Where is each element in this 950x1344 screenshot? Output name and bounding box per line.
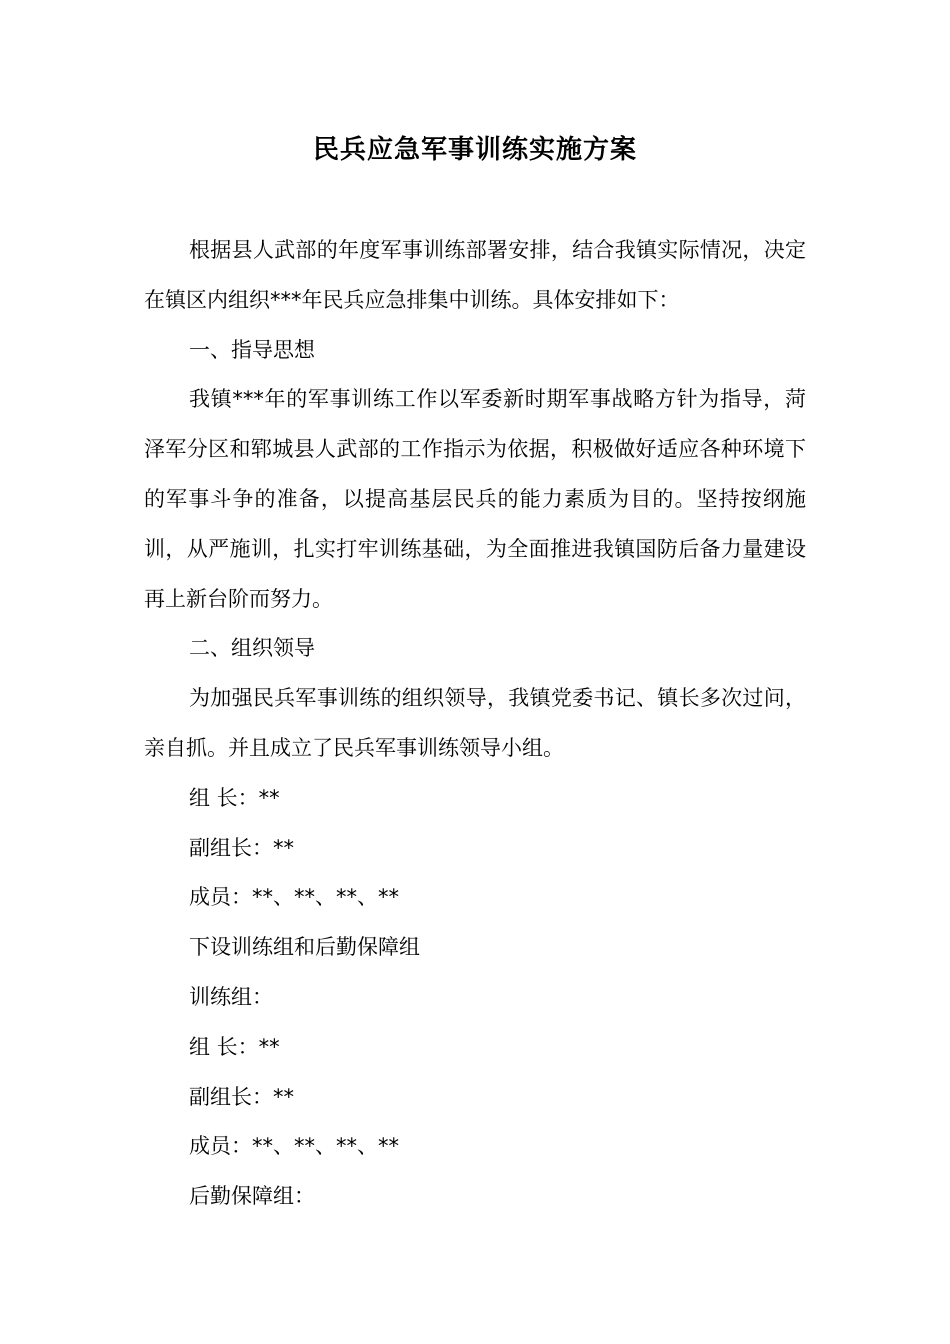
document-title: 民兵应急军事训练实施方案: [312, 135, 637, 165]
leader-line: 组 长：**: [189, 785, 280, 810]
training-deputy-leader-line: 副组长：**: [189, 1084, 294, 1109]
document-body: [144, 226, 806, 1222]
section-heading-organization: 二、组织领导: [189, 636, 315, 661]
logistics-group-heading: 后勤保障组：: [189, 1184, 315, 1209]
section-heading-guiding-ideology: 一、指导思想: [189, 337, 315, 362]
paragraph-intro: 根据县人武部的年度军事训练部署安排，结合我镇实际情况，决定在镇区内组织***年民兵应急排集中训练。具体安排如下：: [144, 238, 806, 312]
training-group-heading: 训练组：: [189, 984, 273, 1009]
paragraph-guiding-ideology: 我镇***年的军事训练工作以军委新时期军事战略方针为指导，菏泽军分区和郓城县人武部的工作指示为依据，积极做好适应各种环境下的军事斗争的准备，以提高基层民兵的能力素质为目的。坚持按纲施训，从严施训，扎实打牢训练基础，为全面推进我镇国防后备力量建设再上新台阶而努力。: [144, 387, 806, 611]
training-leader-line: 组 长：**: [189, 1034, 280, 1059]
subgroups-line: 下设训练组和后勤保障组: [189, 935, 420, 960]
members-line: 成员：**、**、**、**: [189, 885, 399, 910]
training-members-line: 成员：**、**、**、**: [189, 1134, 399, 1159]
paragraph-organization: 为加强民兵军事训练的组织领导，我镇党委书记、镇长多次过问，亲自抓。并且成立了民兵军事训练领导小组。: [144, 686, 806, 760]
deputy-leader-line: 副组长：**: [189, 835, 294, 860]
